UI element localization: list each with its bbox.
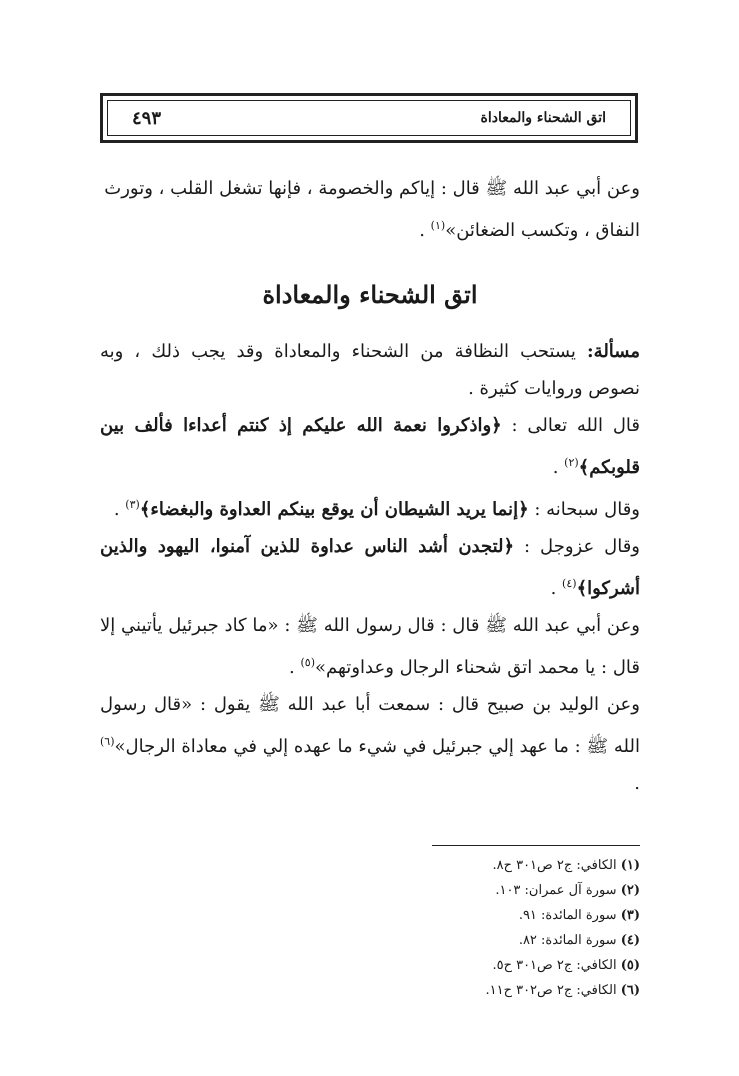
hadith-2 [100,686,640,802]
quran-1-intro: قال الله تعالى : [501,415,640,436]
intro-line-1: وعن أبي عبد الله ﷺ قال : إياكم والخصومة ، فإنها تشغل القلب ، وتورث [104,178,640,199]
footnote-text: الكافي: ج٢ ص٣٠١ ح٨. [492,858,621,873]
footnote-number: (٣) [620,908,640,923]
quran-2-verse: ﴿إنما يريد الشيطان أن يوقع بينكم العداوة والبغضاء﴾ [139,499,529,520]
quran-quote-3 [100,528,640,607]
quran-2-intro: وقال سبحانه : [528,499,640,520]
footnote-text: الكافي: ج٢ ص٣٠١ ح٥. [492,958,621,973]
intro-line-2: النفاق ، وتكسب الضغائن» [445,220,640,241]
footnote-text: سورة المائدة: ٩١. [518,908,621,923]
quran-3-end: . [550,578,563,599]
masala-paragraph [100,333,640,407]
footnote-number: (٢) [620,883,640,898]
quran-2-end: . [113,499,126,520]
quran-quote-2 [100,486,640,528]
footnote-ref-5: (٥) [300,656,316,669]
footnote-text: الكافي: ج٢ ص٣٠٢ ح١١. [485,983,621,998]
quran-3-verse: ﴿لتجدن أشد الناس عداوة للذين آمنوا، اليهود والذين أشركوا﴾ [100,536,640,599]
intro-paragraph [100,170,640,249]
footnote-ref-3: (٣) [125,498,140,511]
hadith-2-text: وعن الوليد بن صبيح قال : سمعت أبا عبد الله ﷺ يقول : «قال رسول الله ﷺ : ما عهد إلي جبرئيل في شيء ما عهده إلي في معاداة الرجال» [100,694,640,757]
footnote-number: (٤) [620,933,640,948]
footnote-item [360,903,640,928]
footnote-item [360,928,640,953]
footnote-ref-4: (٤) [562,577,577,590]
main-content [100,333,640,802]
footnotes [360,853,640,1003]
footnote-ref-2: (٢) [564,456,579,469]
intro-end: . [419,220,431,241]
footnote-item [360,953,640,978]
footnote-item [360,878,640,903]
quran-quote-1 [100,407,640,486]
hadith-1-text: وعن أبي عبد الله ﷺ قال : قال رسول الله ﷺ : «ما كاد جبرئيل يأتيني إلا قال : يا محمد اتق شحناء الرجال وعداوتهم» [100,615,640,678]
footnote-text: سورة آل عمران: ١٠٣. [495,883,621,898]
hadith-1 [100,607,640,686]
masala-text: يستحب النظافة من الشحناء والمعاداة وقد يجب ذلك ، وبه نصوص وروايات كثيرة . [100,341,640,399]
footnote-text: سورة المائدة: ٨٢. [518,933,621,948]
section-title: اتق الشحناء والمعاداة [262,280,478,309]
footnote-ref-1: (١) [430,219,446,232]
footnote-divider [432,845,640,846]
quran-1-verse: ﴿واذكروا نعمة الله عليكم إذ كنتم أعداءا فألف بين قلوبكم﴾ [100,415,640,478]
page-header [100,93,638,143]
footnote-number: (٦) [620,983,640,998]
quran-1-end: . [552,457,565,478]
page-header-inner [107,100,631,136]
hadith-1-end: . [289,657,301,678]
quran-3-intro: وقال عزوجل : [514,536,640,557]
footnote-item [360,978,640,1003]
running-head: اتق الشحناء والمعاداة [480,110,606,126]
footnote-ref-6: (٦) [100,735,115,748]
footnote-number: (١) [620,858,640,873]
hadith-2-end: . [634,773,640,794]
masala-label: مسألة: [587,341,640,362]
page-number: ٤٩٣ [132,107,162,129]
footnote-item [360,853,640,878]
footnote-number: (٥) [620,958,640,973]
